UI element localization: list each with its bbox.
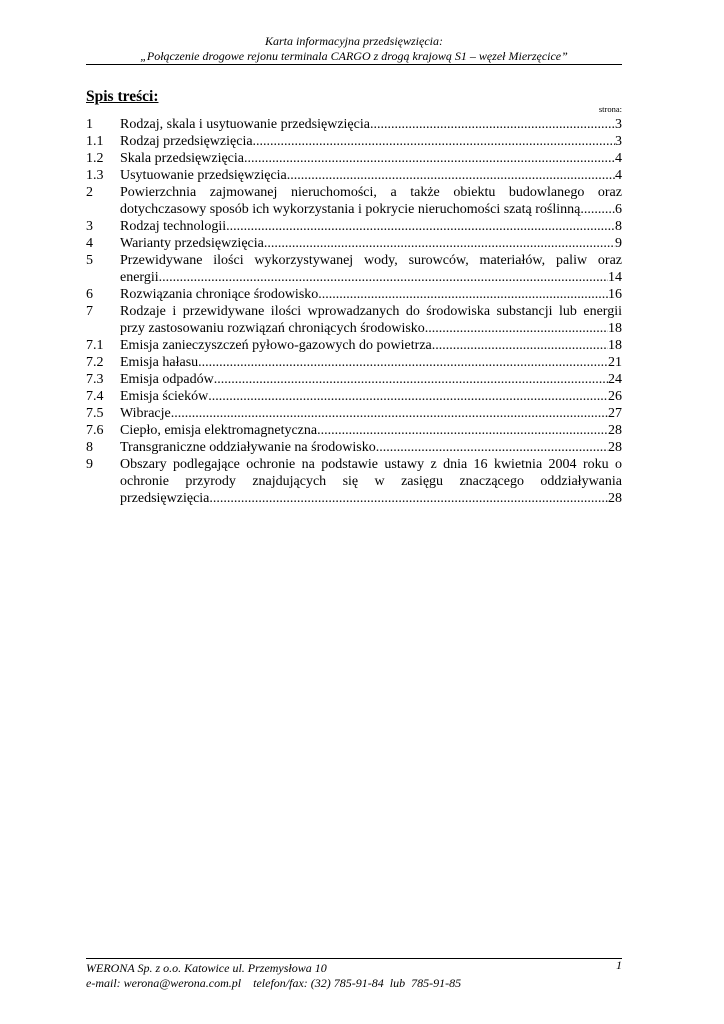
toc-entry-body [120,439,622,456]
page-number: 1 [616,958,622,972]
toc-entry[interactable] [86,218,622,235]
toc-leader-dots [171,405,608,422]
toc-entry-body [120,422,622,439]
toc-entry-number: 7.3 [86,372,104,387]
toc-entry-text: Powierzchnia zajmowanej nieruchomości, a także obiektu budowlanego oraz [120,185,622,200]
toc-leader-dots [214,371,608,388]
toc-entry-body [120,371,622,388]
toc-entry-number: 1.3 [86,168,104,183]
toc-entry-number: 8 [86,440,93,455]
toc-entry-body [120,150,622,167]
toc-entry-body [120,354,622,371]
page-column-label: strona: [598,104,622,114]
toc-entry-line [120,133,622,150]
toc-entry-line [120,490,622,507]
page-header [86,34,622,64]
toc-leader-dots [253,133,615,150]
table-of-contents [86,116,622,507]
toc-entry-line [120,354,622,371]
toc-entry[interactable] [86,133,622,150]
toc-entry-body [120,235,622,252]
header-rule [86,64,622,65]
toc-leader-dots [244,150,615,167]
toc-entry-number: 7.1 [86,338,104,353]
toc-leader-dots [264,235,615,252]
toc-entry[interactable] [86,150,622,167]
toc-entry[interactable] [86,439,622,456]
toc-entry-body [120,303,622,337]
toc-entry-number: 5 [86,253,93,268]
toc-entry[interactable] [86,371,622,388]
toc-entry-text: Rodzaj przedsięwzięcia [120,134,253,149]
toc-entry-line [120,235,622,252]
toc-entry-number: 1.2 [86,151,104,166]
toc-entry-body [120,456,622,507]
toc-entry-number: 4 [86,236,93,251]
toc-entry-text: Transgraniczne oddziaływanie na środowisko [120,440,376,455]
toc-entry-line [120,422,622,439]
toc-entry-body [120,286,622,303]
toc-entry-line [120,337,622,354]
toc-entry-text: Warianty przedsięwzięcia [120,236,264,251]
toc-entry-page: 28 [608,491,622,506]
toc-leader-dots [370,116,615,133]
toc-entry-text: przedsięwzięcia [120,491,210,506]
toc-entry-line [120,405,622,422]
toc-entry[interactable] [86,456,622,507]
toc-entry-page: 26 [608,389,622,404]
toc-entry-line [120,218,622,235]
toc-entry-text: dotychczasowy sposób ich wykorzystania i pokrycie nieruchomości szatą roślinną [120,202,581,217]
toc-entry-number: 3 [86,219,93,234]
toc-entry-number: 7.5 [86,406,104,421]
toc-entry-page: 27 [608,406,622,421]
toc-leader-dots [317,422,608,439]
toc-entry[interactable] [86,167,622,184]
toc-entry-page: 24 [608,372,622,387]
toc-entry-number: 2 [86,185,93,200]
toc-entry-text: Skala przedsięwzięcia [120,151,244,166]
toc-entry-text: Ciepło, emisja elektromagnetyczna [120,423,318,438]
toc-entry-number: 7.6 [86,423,104,438]
toc-leader-dots [198,354,608,371]
toc-entry[interactable] [86,422,622,439]
toc-entry-page: 3 [615,117,622,132]
toc-entry-text: Emisja odpadów [120,372,214,387]
toc-entry-line [120,388,622,405]
header-line-2: „Połączenie drogowe rejonu terminala CARGO z drogą krajową S1 – węzeł Mierzęcice” [140,49,568,63]
toc-entry-page: 28 [608,440,622,455]
toc-entry-line [120,286,622,303]
toc-entry-text: Emisja hałasu [120,355,199,370]
footer-company: WERONA Sp. z o.o. Katowice ul. Przemysłowa 10 [86,961,327,975]
toc-entry-number: 1 [86,117,93,132]
toc-entry[interactable] [86,405,622,422]
toc-leader-dots [425,320,608,337]
toc-entry-number: 7 [86,304,93,319]
toc-leader-dots [287,167,615,184]
toc-entry[interactable] [86,116,622,133]
toc-entry-text: Wibracje [120,406,171,421]
toc-entry-line [120,269,622,286]
toc-entry-line [120,167,622,184]
toc-entry-page: 4 [615,151,622,166]
toc-entry-line [120,439,622,456]
toc-entry-page: 3 [615,134,622,149]
header-line-1: Karta informacyjna przedsięwzięcia: [265,34,443,48]
toc-entry-body [120,388,622,405]
toc-leader-dots [226,218,615,235]
toc-entry[interactable] [86,337,622,354]
toc-entry-body [120,184,622,218]
toc-entry-text: ochronie przyrody znajdujących się w zasięgu znaczącego oddziaływania [120,474,622,489]
toc-entry-body [120,167,622,184]
toc-entry-text: Przewidywane ilości wykorzystywanej wody, surowców, materiałów, paliw oraz [120,253,622,268]
toc-entry-number: 9 [86,457,93,472]
toc-entry[interactable] [86,235,622,252]
toc-entry[interactable] [86,354,622,371]
footer-rule [86,958,622,959]
toc-entry-line [120,150,622,167]
toc-entry-body [120,405,622,422]
toc-entry-text: Rodzaj, skala i usytuowanie przedsięwzięcia [120,117,370,132]
toc-entry-text: Rozwiązania chroniące środowisko [120,287,319,302]
toc-entry-page: 18 [608,321,622,336]
toc-title: Spis treści: [86,88,159,105]
toc-entry-page: 8 [615,219,622,234]
toc-entry[interactable] [86,286,622,303]
toc-entry-page: 14 [608,270,622,285]
toc-entry-line [120,201,622,218]
toc-entry-text: Rodzaje i przewidywane ilości wprowadzanych do środowiska substancji lub energii [120,304,622,319]
toc-entry[interactable] [86,252,622,286]
toc-entry-text: Usytuowanie przedsięwzięcia [120,168,287,183]
toc-entry-body [120,218,622,235]
toc-entry-line [120,371,622,388]
toc-entry-number: 7.2 [86,355,104,370]
toc-entry-text: Rodzaj technologii [120,219,227,234]
toc-entry-number: 6 [86,287,93,302]
toc-entry-body [120,337,622,354]
toc-entry-page: 21 [608,355,622,370]
toc-entry-page: 6 [615,202,622,217]
toc-entry-text: Emisja ścieków [120,389,209,404]
toc-entry-line [120,320,622,337]
toc-entry-page: 28 [608,423,622,438]
toc-leader-dots [318,286,608,303]
toc-leader-dots [580,201,615,218]
toc-entry-page: 4 [615,168,622,183]
toc-entry-number: 1.1 [86,134,104,149]
toc-entry-text: energii [120,270,159,285]
toc-entry[interactable] [86,388,622,405]
toc-leader-dots [208,388,608,405]
toc-entry[interactable] [86,303,622,337]
toc-entry-body [120,116,622,133]
toc-leader-dots [432,337,608,354]
toc-entry-text: Obszary podlegające ochronie na podstawie ustawy z dnia 16 kwietnia 2004 roku o [120,457,622,472]
toc-entry-number: 7.4 [86,389,104,404]
footer-contact: e-mail: werona@werona.com.pl telefon/fax: (32) 785-91-84 lub 785-91-85 [86,976,462,990]
toc-entry-body [120,252,622,286]
toc-entry-text: Emisja zanieczyszczeń pyłowo-gazowych do powietrza [120,338,432,353]
toc-leader-dots [159,269,608,286]
toc-entry[interactable] [86,184,622,218]
toc-entry-line [120,116,622,133]
toc-entry-page: 16 [608,287,622,302]
toc-entry-body [120,133,622,150]
toc-entry-page: 9 [615,236,622,251]
toc-entry-page: 18 [608,338,622,353]
toc-entry-text: przy zastosowaniu rozwiązań chroniących środowisko [120,321,425,336]
toc-leader-dots [376,439,608,456]
toc-leader-dots [209,490,608,507]
